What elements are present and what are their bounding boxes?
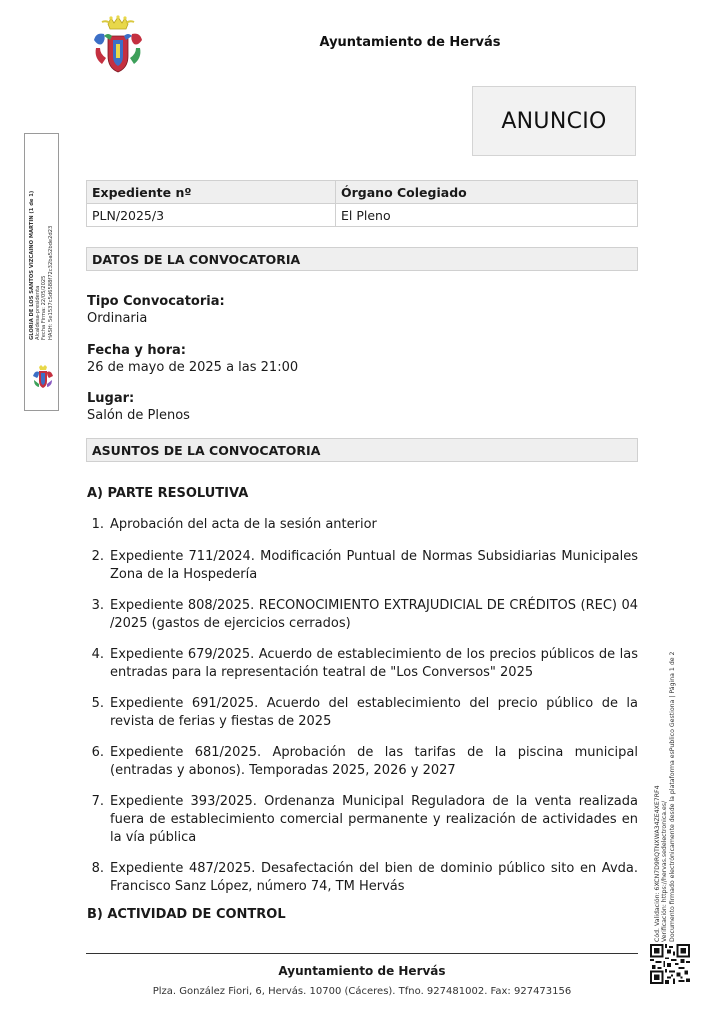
list-item: [87, 548, 638, 584]
fecha-hora-value: 26 de mayo de 2025 a las 21:00: [87, 360, 299, 375]
stamp-coat-of-arms-icon: [31, 364, 55, 390]
footer-title: Ayuntamiento de Hervás: [278, 964, 446, 978]
column-header-organo: Órgano Colegiado: [336, 181, 638, 204]
list-item: [87, 597, 638, 633]
validation-code: Cód. Validación: 6XCN7D9RQTNXWA34ZE4XE7RF4: [654, 785, 661, 942]
lugar-label: Lugar:: [87, 391, 135, 406]
item-number: 3.: [91, 598, 104, 613]
column-header-expediente: Expediente nº: [87, 181, 336, 204]
table-row: [87, 204, 638, 227]
tipo-convocatoria-label: Tipo Convocatoria:: [87, 294, 225, 309]
fecha-hora-label: Fecha y hora:: [87, 343, 186, 358]
list-item: [87, 793, 638, 847]
parte-resolutiva-heading: A) PARTE RESOLUTIVA: [87, 486, 249, 501]
document-type-box: [472, 86, 636, 156]
signature-stamp-text: [29, 180, 54, 340]
info-table-header-row: [87, 181, 638, 204]
list-item: [87, 860, 638, 896]
validation-text: [654, 652, 676, 942]
document-type-label: ANUNCIO: [501, 108, 607, 134]
list-item: [87, 695, 638, 731]
item-text: Aprobación del acta de la sesión anterior: [110, 517, 377, 532]
coat-of-arms-logo: [88, 14, 148, 76]
item-text: Expediente 487/2025. Desafectación del bien de dominio público sito en Avda. Francisco Sanz López, número 74, TM Hervás: [110, 861, 638, 894]
item-number: 1.: [91, 517, 104, 532]
signer-name: GLORIA DE LOS SANTOS VIZCAINO MARTIN (1 de 1): [29, 190, 35, 340]
qr-code-icon: [650, 944, 690, 984]
actividad-control-heading: B) ACTIVIDAD DE CONTROL: [87, 907, 286, 922]
signer-role: Alcaldesa-presidenta: [35, 285, 42, 340]
footer-divider: [86, 953, 638, 954]
item-number: 2.: [91, 549, 104, 564]
organo-value: El Pleno: [336, 204, 638, 227]
signature-hash: HASH: 5e1537c5d6588f72c32ba52bde2d23: [47, 225, 54, 340]
signed-note: Documento firmado electrónicamente desde la plataforma esPublico Gestiona | Página 1 de 2: [668, 651, 676, 942]
section-datos-convocatoria: [86, 247, 638, 271]
list-item: [87, 516, 638, 534]
info-table: [86, 180, 638, 227]
signature-date: Fecha Firma: 22/05/2025: [41, 275, 48, 340]
item-text: Expediente 691/2025. Acuerdo del establecimiento del precio público de la revista de ferias y fiestas de 2025: [110, 696, 638, 729]
item-number: 4.: [91, 647, 104, 662]
section-title: DATOS DE LA CONVOCATORIA: [92, 251, 301, 267]
section-asuntos-convocatoria: [86, 438, 638, 462]
tipo-convocatoria-value: Ordinaria: [87, 311, 148, 326]
item-text: Expediente 711/2024. Modificación Puntual de Normas Subsidiarias Municipales Zona de la Hospedería: [110, 549, 638, 582]
item-number: 8.: [91, 861, 104, 876]
lugar-value: Salón de Plenos: [87, 408, 190, 423]
signature-stamp: [24, 133, 59, 411]
verification-url: Verificación: https://hervas.sedelectronica.es/: [661, 800, 669, 942]
header-title: Ayuntamiento de Hervás: [319, 35, 501, 50]
list-item: [87, 744, 638, 780]
section-title: ASUNTOS DE LA CONVOCATORIA: [92, 442, 321, 458]
footer-address: Plza. González Fiori, 6, Hervás. 10700 (Cáceres). Tfno. 927481002. Fax: 927473156: [152, 986, 572, 997]
list-item: [87, 646, 638, 682]
item-number: 5.: [91, 696, 104, 711]
item-text: Expediente 681/2025. Aprobación de las tarifas de la piscina municipal (entradas y abonos). Temporadas 2025, 2026 y 2027: [110, 745, 638, 778]
expediente-value: PLN/2025/3: [87, 204, 336, 227]
item-number: 6.: [91, 745, 104, 760]
item-text: Expediente 679/2025. Acuerdo de establecimiento de los precios públicos de las entradas para la representación teatral de "Los Conversos" 2025: [110, 647, 638, 680]
item-text: Expediente 393/2025. Ordenanza Municipal Reguladora de la venta realizada fuera de establecimiento comercial permanente y realización de actividades en la vía pública: [110, 794, 638, 845]
item-number: 7.: [91, 794, 104, 809]
item-text: Expediente 808/2025. RECONOCIMIENTO EXTRAJUDICIAL DE CRÉDITOS (REC) 04 /2025 (gastos de ejercicios cerrados): [110, 598, 638, 631]
